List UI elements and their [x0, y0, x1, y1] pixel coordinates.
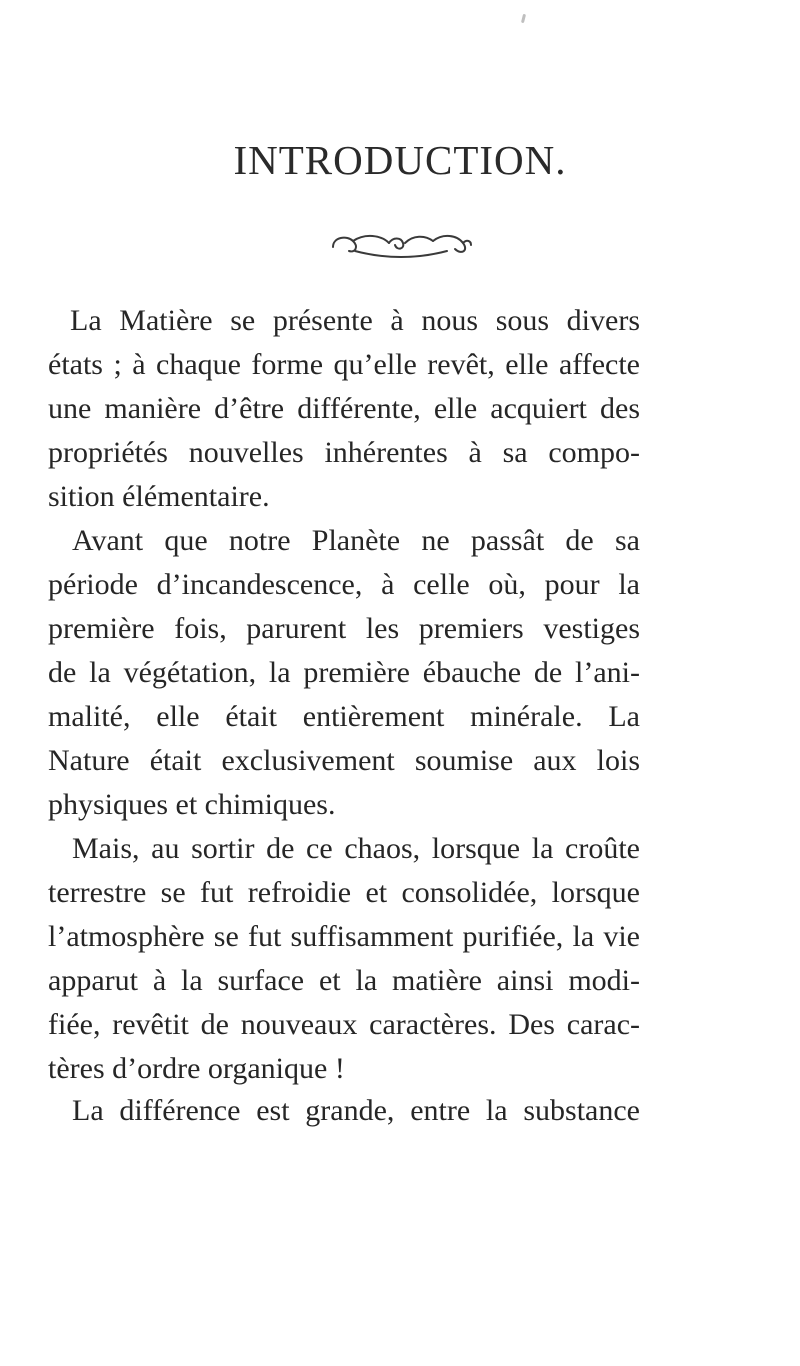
- text-line: une manière d’être différente, elle acquiert des: [48, 392, 640, 425]
- text-line: Nature était exclusivement soumise aux lois: [48, 744, 640, 777]
- text-line: La différence est grande, entre la substance: [72, 1094, 640, 1127]
- text-line: Avant que notre Planète ne passât de sa: [72, 524, 640, 557]
- decorative-flourish-ornament: [325, 225, 477, 265]
- chapter-title: INTRODUCTION.: [233, 137, 567, 183]
- text-line: apparut à la surface et la matière ainsi modi-: [48, 964, 640, 997]
- ink-speck: [521, 14, 526, 23]
- text-line: physiques et chimiques.: [48, 788, 336, 821]
- text-line: La Matière se présente à nous sous divers: [70, 304, 640, 337]
- text-line: période d’incandescence, à celle où, pour la: [48, 568, 640, 601]
- text-line: Mais, au sortir de ce chaos, lorsque la croûte: [72, 832, 640, 865]
- text-line: terrestre se fut refroidie et consolidée, lorsque: [48, 876, 640, 909]
- text-line: sition élémentaire.: [48, 480, 270, 513]
- text-line: première fois, parurent les premiers vestiges: [48, 612, 640, 645]
- text-line: fiée, revêtit de nouveaux caractères. Des carac-: [48, 1008, 640, 1041]
- text-line: l’atmosphère se fut suffisamment purifiée, la vie: [48, 920, 640, 953]
- text-line: états ; à chaque forme qu’elle revêt, elle affecte: [48, 348, 640, 381]
- text-line: propriétés nouvelles inhérentes à sa compo-: [48, 436, 640, 469]
- text-line: de la végétation, la première ébauche de l’ani-: [48, 656, 640, 689]
- text-line: malité, elle était entièrement minérale. La: [48, 700, 640, 733]
- text-line: tères d’ordre organique !: [48, 1052, 345, 1085]
